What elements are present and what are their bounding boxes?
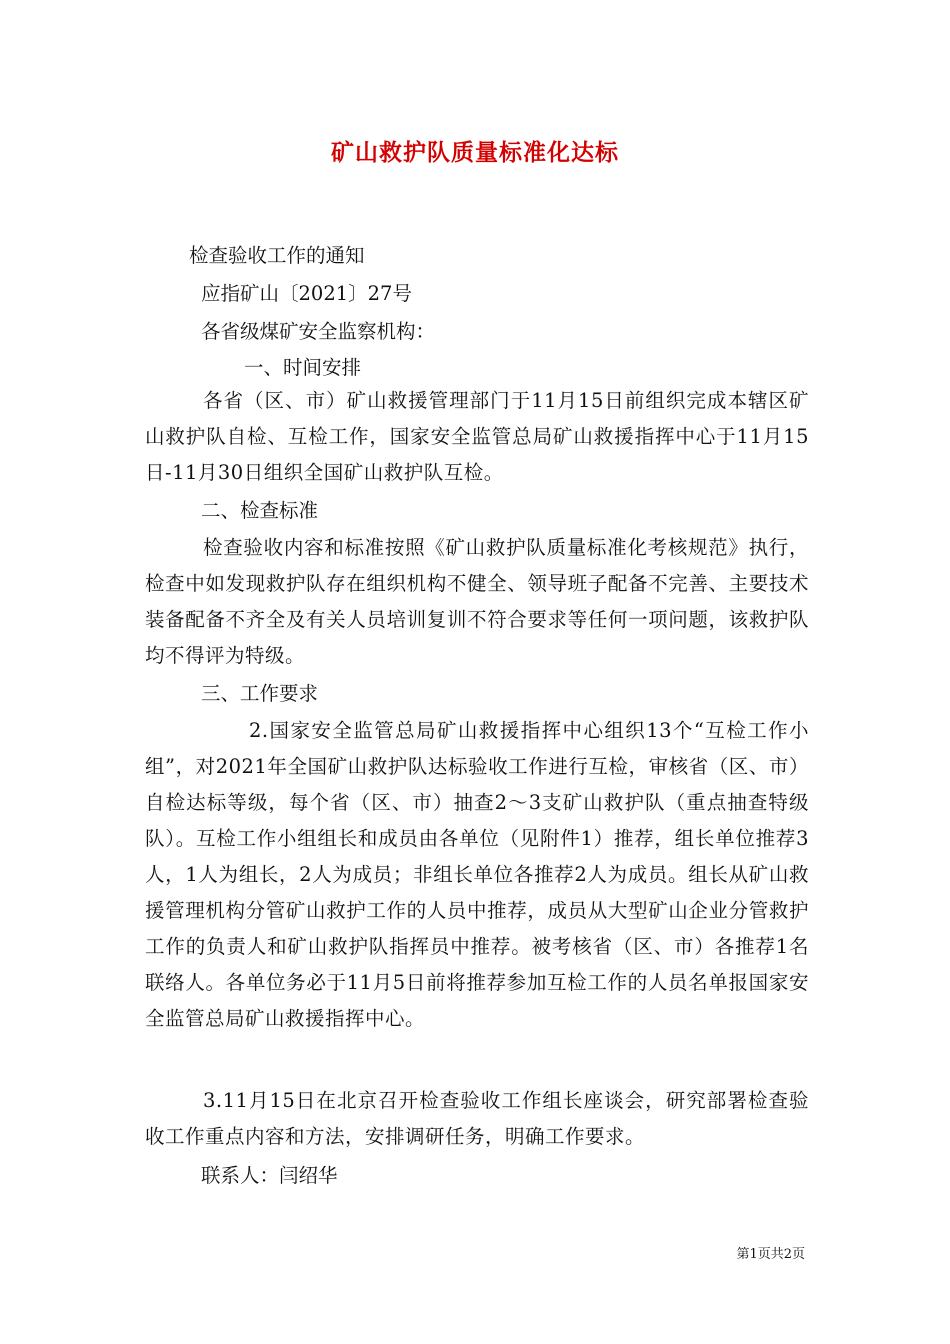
section1-body: 各省（区、市）矿山救援管理部门于11月15日前组织完成本辖区矿山救护队自检、互检工作，国家安全监管总局矿山救援指挥中心于11月15日-11月30日组织全国矿山救护队互检。 (145, 389, 809, 484)
document-number: 应指矿山〔2021〕27号 (201, 282, 412, 305)
section3-item-2: 2.国家安全监管总局矿山救援指挥中心组织13个“互检工作小组”，对2021年全国矿山救护队达标验收工作进行互检，审核省（区、市）自检达标等级，每个省（区、市）抽查2～3支矿山救护队（重点抽查特级队）。互检工作小组组长和成员由各单位（见附件1）推荐，组长单位推荐3人，1人为组长，2人为成员；非组长单位各推荐2人为成员。组长从矿山救援管理机构分管矿山救护工作的人员中推荐，成员从大型矿山企业分管救护工作的负责人和矿山救护队指挥员中推荐。被考核省（区、市）各推荐1名联络人。各单位务必于11月5日前将推荐参加互检工作的人员名单报国家安全监管总局矿山救援指挥中心。 (145, 719, 809, 1030)
addressee: 各省级煤矿安全监察机构： (201, 320, 436, 343)
section3-item-3: 3.11月15日在北京召开检查验收工作组长座谈会，研究部署检查验收工作重点内容和方法，安排调研任务，明确工作要求。 (145, 1089, 809, 1148)
page-number: 第1页共2页 (736, 1247, 805, 1262)
section2-body: 检查验收内容和标准按照《矿山救护队质量标准化考核规范》执行，检查中如发现救护队存在组织机构不健全、领导班子配备不完善、主要技术装备配备不齐全及有关人员培训复训不符合要求等任何一项问题，该救护队均不得评为特级。 (145, 536, 809, 667)
section2-heading: 二、检查标准 (201, 499, 319, 522)
section3-heading: 三、工作要求 (201, 682, 319, 705)
contact-person: 联系人：闫绍华 (201, 1164, 338, 1187)
section1-heading: 一、时间安排 (244, 356, 362, 379)
document-subtitle: 检查验收工作的通知 (189, 244, 365, 267)
document-title: 矿山救护队质量标准化达标 (331, 139, 619, 166)
